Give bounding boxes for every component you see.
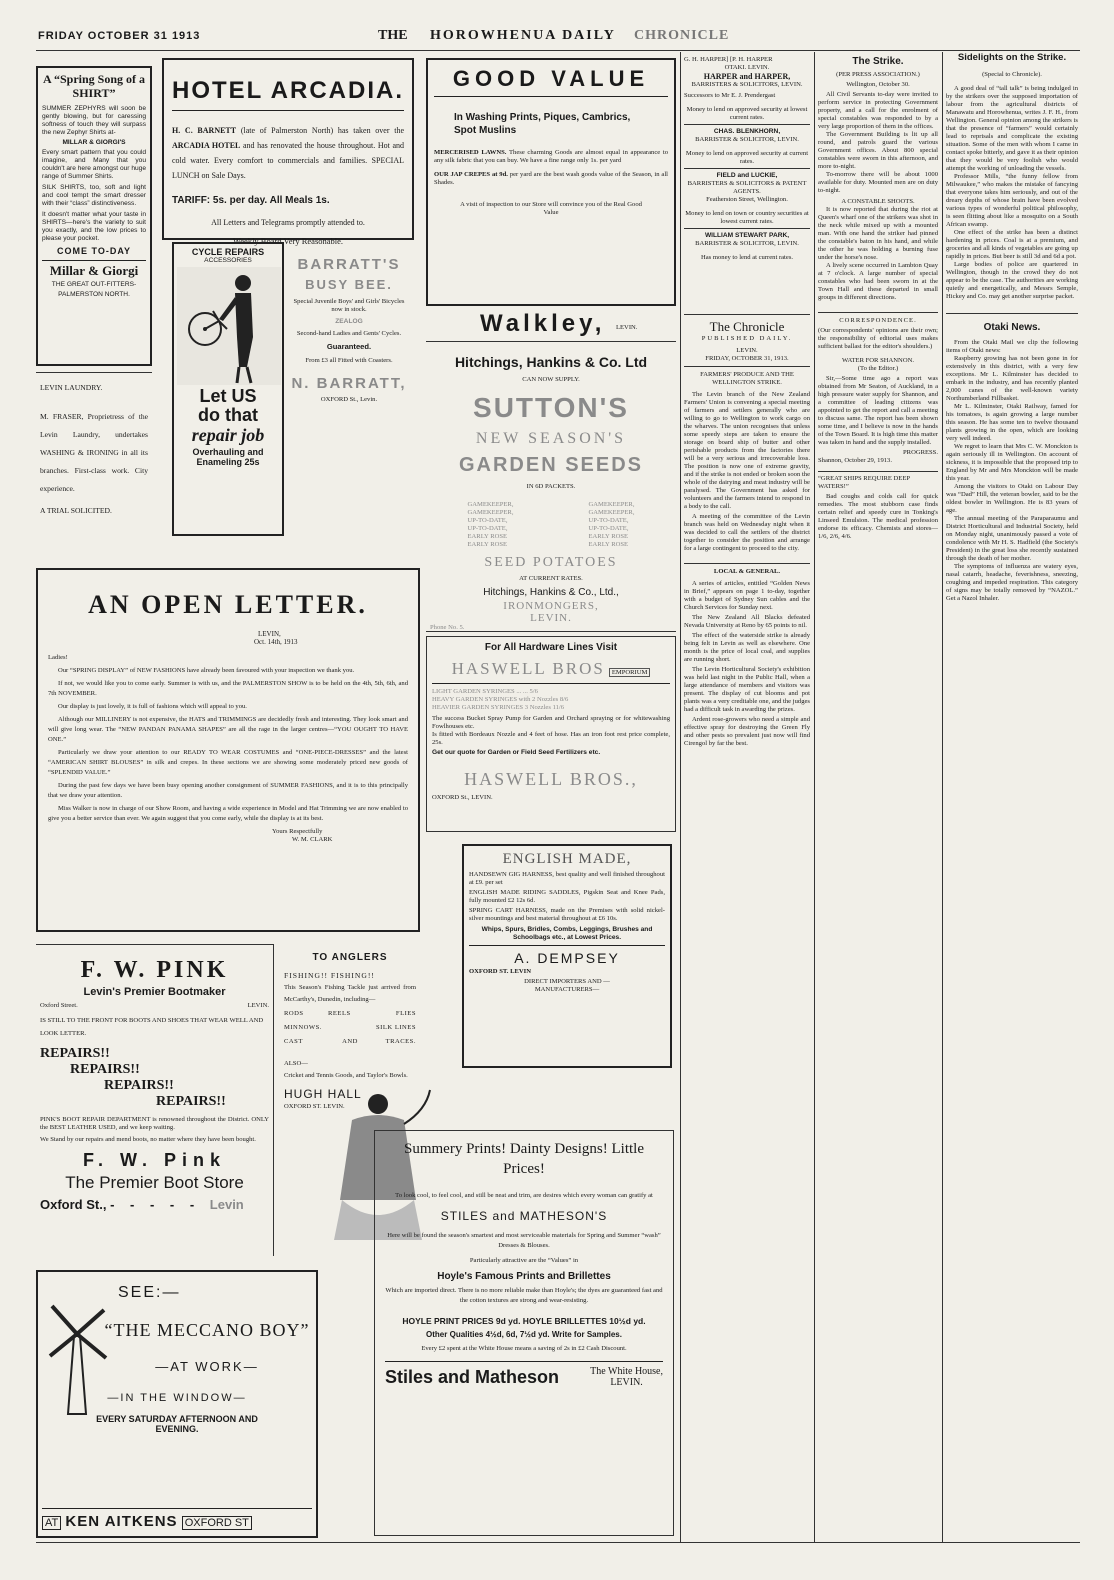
law-harper-places: OTAKI. LEVIN. [724,64,770,71]
haswell-line-4: The success Bucket Spray Pump for Garden and Orchard spraying or for whitewashing Fowlhouses etc. [432,715,670,730]
column-rule-2 [814,52,815,1542]
pink-logo: F. W. Pink [82,1150,226,1170]
good-value-jap-body: per yard are the best wash goods value of the Season, in all Shades. [434,171,669,186]
local-p1: A series of articles, entitled “Golden News in Brief,” appears on page 1 to-day, together with a budget of Sydney Sun cables and the Church Services for Sunday next. [684,580,810,611]
barratt-title: BARRATT'S [297,256,401,273]
water-sign: PROGRESS. [903,449,938,456]
strike-p2: The Government Building is lit up all round, and patrols guard the various Government offices. About 800 special constables were sworn in this afternoon, and more to-night. [818,131,938,170]
barratt-from: From £3 all Fitted with Coasters. [305,357,393,365]
spring-shirt-intro: SUMMER ZEPHYRS will soon be gently blowing, but for caressing softness of touch they will surpass the new Zephyr Shirts at- [42,105,146,136]
stiles-white: The White House, [590,1366,663,1377]
seed-item: EARLY ROSE [467,541,508,548]
law-park: WILLIAM STEWART PARK, [704,232,790,240]
column-rule-3 [942,52,943,1542]
haswell-name-row [432,659,670,684]
hotel-arcadia-ad [162,58,414,247]
hitchings-title: Hitchings, Hankins & Co. Ltd [454,354,648,370]
barratt-special: Special Juvenile Boys' and Girls' Bicycles now in stock. [293,298,405,313]
arcadia-hotel: ARCADIA HOTEL [172,141,241,150]
column-rule-1 [680,52,681,1542]
issue-date: FRIDAY OCTOBER 31 1913 [38,30,201,42]
sidelights-column [946,52,1078,1540]
laundry-ad [36,372,152,557]
meccano-at: AT [42,1516,61,1530]
barratt-address: OXFORD St., Levin. [320,396,378,404]
law-harper-names: G. H. HARPER] [P. H. HARPER [684,56,773,63]
arcadia-body-2: and has renovated the house throughout. Hot and cold water. Every comfort to commercials and families. SPECIAL LUNCH on Sale Days. [172,141,404,180]
strike-title: The Strike. [852,56,904,67]
water-editor: (To the Editor.) [857,365,899,372]
open-letter-title: AN OPEN LETTER. [88,590,368,619]
english-made-name: A. DEMPSEY [514,950,620,966]
pink-bottom-row: Oxford St., - - - - - Levin [40,1197,244,1212]
otaki-p4: We regret to learn that Mrs C. W. Monckton is again seriously ill in Wellington. On account of sickness, it is impossible that the proposed trip to England by Mr and Mrs Monckton will be made this year. [946,443,1078,482]
arcadia-tariff: TARIFF: 5s. per day. All Meals 1s. [172,195,330,206]
english-made-b2: ENGLISH MADE RIDING SADDLES, Pigskin Seat and Knee Pads, fully mounted £2 12s 6d. [469,889,665,904]
cycle-repairs-ad [172,242,284,536]
haswell-emporium: EMPORIUM [609,668,651,677]
strike-p5: A lively scene occurred in Lambton Quay at 7 o'clock. A large number of special constables who had been sworn in at the Town Hall and these departed in small groups in different directions. [818,262,938,301]
open-letter-p2: If not, we would like you to come early. Summer is with us, and the PALMERSTON SHOW is to be held on the 4th, 5th, 6th, and 7th NOVEMBER. [48,680,408,697]
pink-levin: LEVIN. [247,1002,269,1009]
pink-department: PINK'S BOOT REPAIR DEPARTMENT is renowned throughout the District. ONLY the BEST LEATHER USED, and we keep waiting. [40,1116,269,1131]
seed-item: GAMEKEEPER, [588,509,635,516]
hitchings-new: NEW SEASON'S [475,430,627,447]
laundry-title: LEVIN LAUNDRY. [40,383,103,392]
anglers-item: MINNOWS. [284,1024,322,1032]
stiles-title: Summery Prints! Dainty Designs! Little Prices! [404,1141,644,1177]
cyclist-illustration [177,267,281,385]
arcadia-owner: H. C. BARNETT [172,126,237,135]
pink-still: IS STILL TO THE FRONT FOR BOOTS AND SHOES THAT WEAR WELL AND LOOK LETTER. [40,1017,264,1037]
stiles-bottom-name: Stiles and Matheson [385,1367,560,1387]
hitchings-levin: LEVIN. [530,612,572,624]
spring-shirt-shop: Millar & Giorgi [42,260,146,279]
good-value-ad [426,58,676,306]
hitchings-potatoes: SEED POTATOES [484,555,618,570]
local-p3: The effect of the waterside strike is already being felt in Levin as well as elsewhere. One month is the price of local coal, and supplies are running short. [684,632,810,663]
hitchings-packets: IN 6D PACKETS. [526,483,576,490]
law-harper: HARPER and HARPER, [703,72,791,81]
open-letter-date: Oct. 14th, 1913 [254,638,298,646]
seed-item: GAMEKEEPER, [467,501,514,508]
anglers-item: AND [342,1038,358,1046]
law-blenkhorn: CHAS. BLENKHORN, [713,128,781,136]
stiles-other: Other Qualities 4½d, 6d, 7½d yd. Write for Samples. [426,1330,622,1339]
barratt-ad [286,248,412,538]
sidelights-special: (Special to Chronicle). [982,71,1042,78]
pink-stand: We Stand by our repairs and mend boots, no matter where they have been bought. [40,1136,256,1143]
open-letter-signature: W. M. CLARK [292,836,333,843]
haswell-line-2: HEAVY GARDEN SYRINGES with 2 Nozzles 8/6 [432,696,569,703]
stiles-particularly: Particularly attractive are the “Values” in [469,1257,579,1264]
spring-shirt-town: PALMERSTON NORTH. [58,291,130,298]
haswell-name: HASWELL BROS [451,659,605,678]
good-value-lead: In Washing Prints, Piques, Cambrics, Spot Muslins [454,112,631,136]
meccano-window: —IN THE WINDOW— [107,1392,247,1404]
cycle-letus: Let US [199,386,257,406]
spring-shirt-outfitters: THE GREAT OUT-FITTERS- [51,281,137,288]
anglers-body: This Season's Fishing Tackle just arrived from McCarthy's, Dunedin, including— [284,984,416,1004]
anglers-fishing: FISHING!! FISHING!! [284,971,375,980]
chronicle-headline: FARMERS' PRODUCE AND THE WELLINGTON STRIKE. [700,371,794,386]
law-money-4: Has money to lend at current rates. [700,254,794,262]
pink-address-row [40,1002,269,1010]
meccano-name: KEN AITKENS [65,1513,178,1530]
chronicle-p1: The Levin branch of the New Zealand Farmers' Union is convening a special meeting of farmers and settlers generally who are willing to go to Wellington to work cargo on the wharves. The union recognises that unless some speedy steps are taken to ensure the storage on board ship of butter and other perishable products from the factories there will be a very serious and irrecoverable loss. The position is now one of extreme gravity, and if the strike is not ended or broken soon the whole of the dairying and meat industry will be paralysed. The Government has asked for volunteers and the farmers intend to respond in a body to the call. [684,391,810,510]
cycle-repairs-heading: CYCLE REPAIRS [191,247,265,257]
sidelights-p3: One effect of the strike has been a distinct hardening in prices. Coal is at a premium, and groceries and all kinds of vegetables are going up rapidly in prices. But beer is still 3d and 6d a pot. [946,229,1078,260]
good-value-title: GOOD VALUE [434,66,668,97]
law-field-title: BARRISTERS & SOLICITORS & PATENT AGENTS. [687,180,807,196]
arcadia-body [172,123,404,183]
open-letter-p7: Miss Walker is now in charge of our Show Room, and having a wide experience in Model and Hat Trimming we are now enabled to give you a better service than ever. We again suggest that you come early, while the display is at its best. [48,805,408,822]
haswell-address: OXFORD St., LEVIN. [432,794,493,801]
anglers-item: CAST [284,1038,303,1046]
barratt-second: Second-hand Ladies and Gents' Cycles. [296,330,402,337]
stiles-white-house [590,1366,663,1388]
spring-shirt-body-1: Every smart pattern that you could imagine, and Many that you couldn't are here amongst our huge range of Summer Shirts. [42,149,146,180]
bottom-rule [36,1542,1080,1543]
english-made-direct: DIRECT IMPORTERS AND —MANUFACTURERS— [524,978,610,993]
cycle-repairjob: repair job [191,425,265,445]
windmill-illustration [42,1296,112,1416]
strike-press: (PER PRESS ASSOCIATION.) [836,71,920,78]
hitchings-phone: Phone No. 5. [430,624,465,631]
law-money-1: Money to lend on approved security at lowest current rates. [684,106,810,125]
pink-repairs-1: REPAIRS!! [40,1046,110,1061]
seed-item: EARLY ROSE [588,533,629,540]
pink-repairs-3: REPAIRS!! [104,1078,174,1093]
hitchings-iron: IRONMONGERS, [503,600,599,612]
local-p4: The Levin Horticultural Society's exhibition was held last night in the Public Hall, when a large attendance of members and visitors was present. The display of cut blooms and pot plants was a very creditable one, and the judges had a difficult task in awarding the prizes. [684,666,810,713]
otaki-title: Otaki News. [946,313,1078,333]
strike-subhead: A CONSTABLE SHOOTS. [841,198,915,205]
anglers-item: SILK LINES [376,1024,416,1032]
open-letter-p1: Our “SPRING DISPLAY” of NEW FASHIONS have already been favoured with your inspection we thank you. [58,667,355,674]
pink-oxford: Oxford St., [40,1197,107,1212]
law-park-title: BARRISTER & SOLICITOR, LEVIN. [695,240,799,248]
good-value-mercer-title: MERCERISED LAWNS. [434,149,507,156]
haswell-line-3: HEAVIER GARDEN SYRINGES 3 Nozzles 11/6 [432,704,565,711]
barratt-name: N. BARRATT, [291,375,407,393]
law-blenkhorn-title: BARRISTER & SOLICITOR, LEVIN. [695,136,799,144]
laundry-body: M. FRASER, Proprietress of the Levin Laundry, undertakes WASHING & IRONING in all its branches. First-class work. City experience. [40,412,148,494]
water-signdate: Shannon, October 29, 1913. [818,457,892,464]
strike-column [818,56,938,1540]
seed-item: EARLY ROSE [588,541,629,548]
anglers-item: REELS [328,1010,351,1018]
law-notices [684,56,810,306]
good-value-jap [434,171,668,187]
arcadia-weekly: Weekly Board Very Reasonable. [232,236,344,247]
local-title: LOCAL & GENERAL. [684,563,810,576]
hitchings-seed-list-right [589,501,635,549]
meccano-see: SEE:— [118,1284,181,1301]
otaki-p2: Raspberry growing has not been gone in for extensively in this district, with a very few exceptions. Mr L. Kilminster has decided to embark in the industry, and has recently planted 2,000 canes of the well-known variety Northumberland Fillbasket. [946,355,1078,402]
sidelights-p2: Professor Mills, “the funny fellow from Milwaukee,” who makes the mistake of fancying that everyone takes him seriously, and out of the dreary depths of whose brain have been evolved various types of wonderful political philosophy, is seen flitting about like a mosquito on a South African swamp. [946,173,1078,228]
stiles-name: STILES and MATHESON'S [440,1209,608,1223]
stiles-lead: To look cool, to feel cool, and still be neat and trim, are desires which every woman can gratify at [395,1192,653,1199]
hitchings-suttons: SUTTON'S [473,392,629,423]
open-letter-p5: Particularly we draw your attention to our READY TO WEAR COSTUMES and “ONE-PIECE-DRESSES” and the latest “AMERICAN SHIRT BLOUSES” in silk and crepes. In these sections we are showing some moderately priced new goods of “SPLENDID VALUE.” [48,749,408,776]
anglers-item: FLIES [395,1010,416,1018]
meccano-title: “THE MECCANO BOY” [104,1320,310,1340]
arcadia-title: HOTEL ARCADIA. [172,78,404,111]
spring-shirt-body-3: It doesn't matter what your taste in SHIRTS—here's the variety to suit you exactly, and the low prices to please your pocket. [42,211,146,242]
seed-item: UP-TO-DATE, [467,525,508,532]
spring-shirt-title: A “Spring Song of a SHIRT” [42,72,146,100]
english-made-address: OXFORD ST. LEVIN [469,968,531,975]
open-letter-p6: During the past few days we have been busy opening another consignment of SUMMER FASHIONS, and it is to this principally that we draw your attention. [48,782,408,799]
correspondence-title: CORRESPONDENCE. [818,312,938,325]
anglers-title: TO ANGLERS [312,952,388,963]
seed-item: UP-TO-DATE, [588,517,629,524]
spring-shirt-cta: COME TO-DAY [56,246,131,256]
otaki-p1: From the Otaki Mail we clip the following items of Otaki news: [946,339,1078,354]
barratt-busy: BUSY BEE. [305,277,393,292]
open-letter-place: LEVIN, [258,630,281,638]
masthead-paper-name: HOROWHENUA DAILY [430,28,616,43]
ships-title: “GREAT SHIPS REQUIRE DEEP WATERS!” [818,471,938,491]
cycle-overhaul: Overhauling and Enameling 25s [192,447,264,467]
pink-repairs-2: REPAIRS!! [70,1062,140,1077]
masthead [38,30,1078,48]
walkley-levin: LEVIN. [616,324,638,331]
meccano-ad [36,1270,318,1538]
law-field: FIELD and LUCKIE, [716,172,778,180]
stiles-prices: HOYLE PRINT PRICES 9d yd. HOYLE BRILLETTES 10½d yd. [402,1316,646,1326]
pink-repairs-4: REPAIRS!! [156,1094,226,1109]
otaki-p7: The symptoms of influenza are watery eyes, nasal catarrh, headache, feverishness, sneezing, coughing and impeded respiration. This category of signs may be totally removed by “NAZOL.” Get a Nazol Inhaler. [946,563,1078,602]
hitchings-garden: GARDEN SEEDS [458,454,644,476]
arcadia-letters: All Letters and Telegrams promptly attended to. [211,218,365,227]
stiles-hoyle: Hoyle's Famous Prints and Brillettes [437,1271,611,1282]
masthead-chronicle: CHRONICLE [634,28,730,43]
meccano-street: OXFORD ST [182,1516,252,1530]
barratt-guaranteed: Guaranteed. [326,342,372,351]
chronicle-title: The Chronicle [684,314,810,335]
water-letter: Sir,—Some time ago a report was obtained from Mr Seaton, of Auckland, in a high pressure water supply for Shannon, and a committee of leading citizens was appointed to get the report and call a meeting to discuss same. The report has been shown some time, and I believe is now in the hands of the Town Board. It is high time this matter was taken in hand and the supply installed. [818,375,938,446]
hitchings-rates: AT CURRENT RATES. [519,575,583,582]
pink-subtitle: Levin's Premier Bootmaker [83,986,226,998]
law-money-3: Money to lend on town or country securities at lowest current rates. [684,210,810,229]
meccano-every: EVERY SATURDAY AFTERNOON AND EVENING. [96,1414,258,1434]
stiles-levin: LEVIN. [610,1377,643,1388]
haswell-line-1: LIGHT GARDEN SYRINGES ... ... 5/6 [432,688,538,695]
stiles-box [374,1130,674,1536]
meccano-bottom [42,1508,312,1530]
cycle-dothat: do that [198,405,258,425]
hitchings-cannow: CAN NOW SUPPLY. [522,376,580,383]
hitchings-ad [426,344,676,632]
open-letter-p3: Our display is just lovely, it is full of fashions which will appeal to you. [58,703,247,710]
haswell-quote: Get our quote for Garden or Field Seed Fertilizers etc. [432,749,601,756]
local-p2: The New Zealand All Blacks defeated Nevada University at Reno by 65 points to nil. [684,614,810,629]
good-value-visit: A visit of inspection to our Store will convince you of the Real Good Value [460,201,642,216]
strike-p4: It is now reported that during the riot at Queen's wharf one of the strikers was shot in the neck while mixed up with a mounted man. With one hand the striker had pinned the constable's baton in his hand, and while the other he was holding a burning fuse under the horse's nose. [818,206,938,261]
good-value-mercer-body: These charming Goods are almost equal in appearance to any silk fabric that you can buy. We have a fine range only 1s. per yard [434,149,668,164]
otaki-p5: Among the visitors to Otaki on Labour Day was “Dad” Hill, the veteran bowler, said to be the oldest bowler in Wellington. He is 83 years of age. [946,483,1078,514]
otaki-p3: Mr L. Kilminster, Otaki Railway, famed for his tomatoes, is again growing a large number this season. He has some ten to twelve thousand plants growing in the open, which are looking very well indeed. [946,403,1078,442]
open-letter-p4: Although our MILLINERY is not expensive, the HATS and TRIMMINGS are decidedly fresh and interesting. They look smart and will give long wear. The “NEW PANDAN PANAMA SHAPES” are all the rage in the larger centres—“YOU OUGHT TO HAVE ONE.” [48,716,408,743]
good-value-mercer [434,149,668,165]
spring-shirt-body-2: SILK SHIRTS, too, soft and light and cool tempt the smart dresser with their “class” distinctiveness. [42,184,146,207]
chronicle-levin: LEVIN. [736,347,758,354]
anglers-item: TRACES. [385,1038,416,1046]
strike-p1: All Civil Servants to-day were invited to perform service in protecting Government property, and a call for the enrolment of special constables was responded to by a very large proportion of them in the offices. [818,91,938,130]
chronicle-column [684,314,810,1540]
masthead-the: THE [378,28,408,43]
cycle-accessories: ACCESSORIES [204,257,252,264]
english-made-b4: Whips, Spurs, Bridles, Combs, Leggings, Brushes and Schoolbags etc., at Lowest Prices. [469,926,665,946]
pink-store: The Premier Boot Store [65,1173,244,1192]
anglers-name: HUGH HALL [284,1087,362,1102]
law-field-address: Featherston Street, Wellington. [706,196,788,204]
haswell-top: For All Hardware Lines Visit [484,642,618,653]
pink-levin-2: Levin [209,1197,244,1212]
arcadia-body-1: (late of Palmerston North) has taken over the [240,126,404,135]
laundry-solicit: A TRIAL SOLICITED. [40,506,112,516]
english-made-title: ENGLISH MADE, [502,851,632,867]
law-successors: Successors to Mr E. J. Prendergast [684,92,776,100]
seed-item: GAMEKEEPER, [588,501,635,508]
strike-dateline: Wellington, October 30. [846,81,910,88]
anglers-item: RODS [284,1010,304,1018]
walkley-banner [426,308,676,342]
seed-item: GAMEKEEPER, [467,509,514,516]
correspondence-note: (Our correspondents' opinions are their own; the responsibility of editorial uses makes sufficient ballast for the editor's shoulders.) [818,327,938,350]
masthead-rule [36,50,1080,51]
meccano-atwork: —AT WORK— [155,1359,259,1374]
open-letter-ad [36,568,420,932]
english-made-ad [462,844,672,1068]
sidelights-p1: A good deal of “tall talk” is being indulged in by the strikers over the supposed importation of labour from the agricultural districts of Manawatu and Horowhenua, writes J. F. H., from Wellington. General opinion among the strikers is that the presence of “farmers” would certainly lead to reprisals and complicate the existing situation. Some of the men with whom I came in contact spoke bitterly, and gave it as their opinion that they would be very foolish who would attempt the working of unloading the vessels. [946,85,1078,172]
local-p5: Ardent rose-growers who need a simple and effective spray for destroying the Green Fly and other pests so prevalent just now will find Cirengol by far the best. [684,716,810,747]
sidelights-p4: Large bodies of police are quartered in Wellington, though in the crowd they do not appear to be the case. The authorities are working quietly and energetically, and Messrs Semple, Hickey and Co. may get another surprise packet. [946,261,1078,300]
otaki-p6: The annual meeting of the Paraparaumu and District Horticultural and Industrial Society, held on Monday night, unanimously passed a vote of condolence with Mr H. S. Hadfield (the Society's President) in the great loss she recently sustained through the death of her mother. [946,515,1078,562]
spring-shirt-ad [36,66,152,366]
anglers-cricket: Cricket and Tennis Goods, and Taylor's Bowls. [284,1072,408,1080]
strike-p3: To-morrow there will be about 1000 available for duty. Mounted men are on duty to-night. [818,171,938,194]
sidelights-title: Sidelights on the Strike. [957,52,1067,63]
pink-title: F. W. PINK [80,957,229,983]
haswell-bottom-name: HASWELL BROS., [464,769,638,789]
haswell-line-5: Is fitted with Bordeaux Nozzle and 4 feet of hose. Has an iron foot rest price complete, 25s. [432,731,670,746]
hitchings-name: Hitchings, Hankins & Co., Ltd., [483,587,619,598]
stiles-bottom-row [385,1361,663,1388]
hitchings-seed-list [430,501,672,549]
law-money-2: Money to lend on approved security at current rates. [684,150,810,169]
chronicle-p2: A meeting of the committee of the Levin branch was held on Wednesday night when it was decided to call the settlers of the district together to consider the position and arrange for a large contingent to proceed to the city. [684,513,810,552]
anglers-also: ALSO— [284,1060,308,1068]
hitchings-seed-list-left [468,501,514,549]
seed-item: UP-TO-DATE, [467,517,508,524]
fw-pink-ad [36,944,274,1256]
stiles-which: Which are imported direct. There is no more reliable make than Hoyle's; the dyes are guaranteed fast and the cotton textures are strong and wear-resisting. [385,1287,663,1304]
law-harper-title: BARRISTERS & SOLICITORS, LEVIN. [691,81,803,89]
chronicle-pub: PUBLISHED DAILY. [701,335,793,342]
open-letter-salutation: Ladies! [48,654,68,661]
pink-street: Oxford Street. [40,1002,78,1009]
english-made-b1: HANDSEWN GIG HARNESS, best quality and well finished throughout at £9. per set [469,871,665,886]
stiles-here: Here will be found the season's smartest and most serviceable materials for Spring and Summer “wash” Dresses & Blouses. [387,1232,661,1249]
anglers-address: OXFORD ST. LEVIN. [284,1103,345,1111]
ships-body: Bad coughs and colds call for quick remedies. The most stubborn case finds certain relief and speedy cure in Tonking's Linseed Emulsion. The medical profession endorse its efficacy. Chemists and stores—1/6, 2/6, 4/6. [818,493,938,540]
barratt-zealog: ZEALOG [335,318,363,325]
english-made-b3: SPRING CART HARNESS, made on the Premises with solid nickel-silver mountings and best material throughout at £6 10s. [469,907,665,922]
spring-shirt-brand: MILLAR & GIORGI'S [62,139,126,146]
open-letter-yours: Yours Respectfully [272,828,323,835]
seed-item: UP-TO-DATE, [588,525,629,532]
anglers-items [284,1010,416,1046]
stiles-every: Every £2 spent at the White House means a saving of 2s in £2 Cash Discount. [421,1345,627,1352]
water-title: WATER FOR SHANNON. [842,357,914,364]
walkley-name: Walkley, [480,310,606,337]
good-value-jap-title: OUR JAP CREPES at 9d. [434,171,508,178]
chronicle-date: FRIDAY, OCTOBER 31, 1913. [684,355,810,367]
stiles-ad [322,1080,676,1540]
seed-item: EARLY ROSE [467,533,508,540]
haswell-ad [426,636,676,832]
